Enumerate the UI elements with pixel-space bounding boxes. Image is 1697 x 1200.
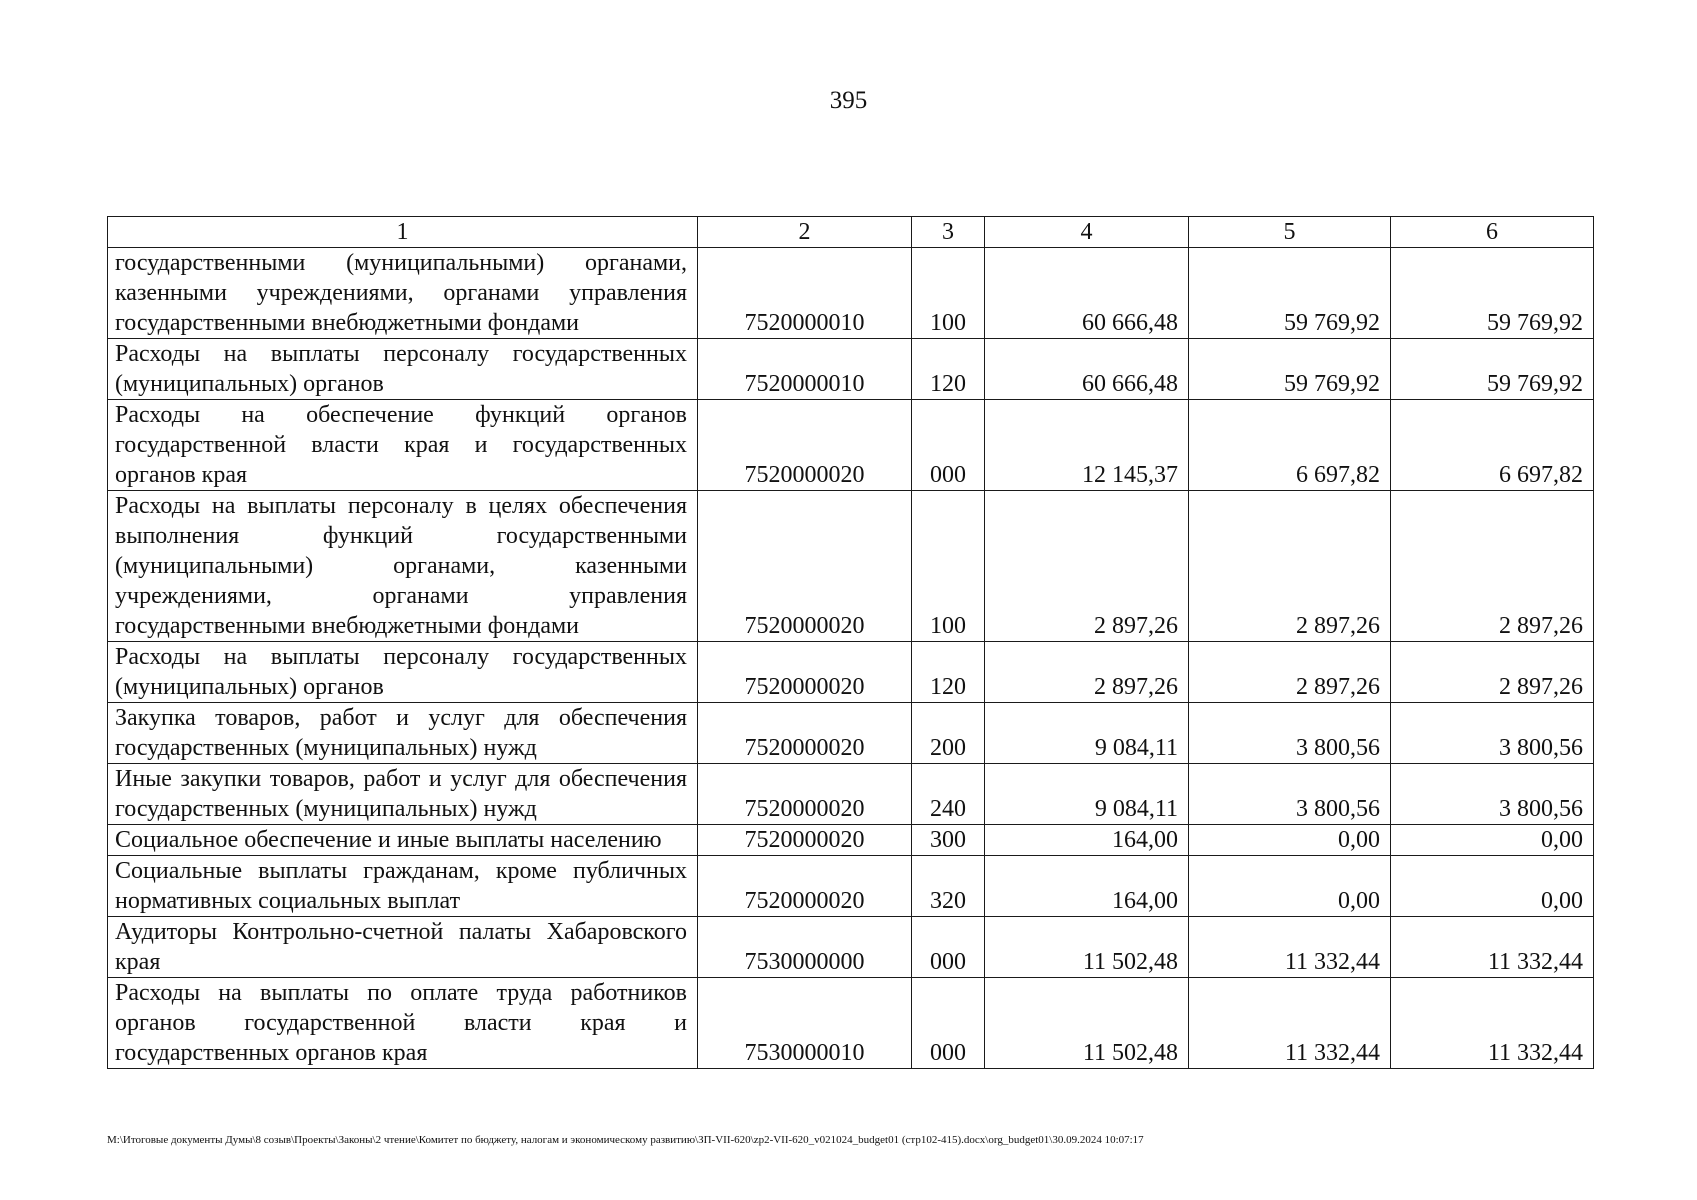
table-row [108,856,1594,917]
row-target-code: 7520000010 [698,339,912,400]
column-number-header: 1 [108,217,698,248]
row-amount-col5: 0,00 [1189,856,1391,917]
table-row [108,917,1594,978]
row-amount-col4: 9 084,11 [985,703,1189,764]
row-amount-col6: 2 897,26 [1391,642,1594,703]
column-number-header: 5 [1189,217,1391,248]
row-description: Аудиторы Контрольно-счетной палаты Хабаровского края [108,917,698,978]
row-expense-type: 120 [912,642,985,703]
row-amount-col6: 11 332,44 [1391,978,1594,1069]
row-amount-col4: 164,00 [985,825,1189,856]
row-expense-type: 300 [912,825,985,856]
row-amount-col4: 11 502,48 [985,978,1189,1069]
row-description: Расходы на выплаты персоналу государственных (муниципальных) органов [108,642,698,703]
column-number-header: 6 [1391,217,1594,248]
row-description: Расходы на выплаты персоналу государственных (муниципальных) органов [108,339,698,400]
row-target-code: 7520000020 [698,825,912,856]
row-target-code: 7530000000 [698,917,912,978]
table-row [108,642,1594,703]
table-row [108,400,1594,491]
row-description: Социальные выплаты гражданам, кроме публичных нормативных социальных выплат [108,856,698,917]
row-amount-col6: 0,00 [1391,856,1594,917]
row-amount-col4: 2 897,26 [985,642,1189,703]
row-description: государственными (муниципальными) органами, казенными учреждениями, органами управления государственными внебюджетными фондами [108,248,698,339]
row-expense-type: 000 [912,978,985,1069]
document-file-path: М:\Итоговые документы Думы\8 созыв\Проекты\Законы\2 чтение\Комитет по бюджету, налогам и экономическому развитию\ЗП-VII-620\zp2-VII-620_v021024_budget01 (стр102-415).docx\org_budget01\30.09.2024 10:07:17 [107,1134,1144,1146]
row-expense-type: 000 [912,917,985,978]
column-number-header: 4 [985,217,1189,248]
row-amount-col5: 0,00 [1189,825,1391,856]
row-description: Расходы на выплаты персоналу в целях обеспечения выполнения функций государственными (муниципальными) органами, казенными учреждениями, органами управления государственными внебюджетными фондами [108,491,698,642]
column-number-header: 3 [912,217,985,248]
row-amount-col6: 59 769,92 [1391,339,1594,400]
column-number-row [108,217,1594,248]
row-amount-col6: 2 897,26 [1391,491,1594,642]
row-expense-type: 200 [912,703,985,764]
table-row [108,825,1594,856]
row-amount-col5: 59 769,92 [1189,248,1391,339]
row-amount-col4: 12 145,37 [985,400,1189,491]
row-expense-type: 240 [912,764,985,825]
row-amount-col5: 11 332,44 [1189,917,1391,978]
column-number-header: 2 [698,217,912,248]
row-amount-col6: 3 800,56 [1391,703,1594,764]
table-row [108,339,1594,400]
table-row [108,248,1594,339]
row-expense-type: 000 [912,400,985,491]
row-amount-col5: 59 769,92 [1189,339,1391,400]
row-amount-col6: 0,00 [1391,825,1594,856]
row-amount-col6: 3 800,56 [1391,764,1594,825]
row-target-code: 7520000020 [698,764,912,825]
row-description: Иные закупки товаров, работ и услуг для обеспечения государственных (муниципальных) нужд [108,764,698,825]
row-target-code: 7530000010 [698,978,912,1069]
row-amount-col5: 3 800,56 [1189,703,1391,764]
row-description: Закупка товаров, работ и услуг для обеспечения государственных (муниципальных) нужд [108,703,698,764]
row-expense-type: 320 [912,856,985,917]
table-row [108,978,1594,1069]
row-target-code: 7520000020 [698,856,912,917]
table-row [108,764,1594,825]
table-row [108,491,1594,642]
row-target-code: 7520000020 [698,491,912,642]
row-amount-col6: 6 697,82 [1391,400,1594,491]
row-amount-col4: 2 897,26 [985,491,1189,642]
row-amount-col5: 3 800,56 [1189,764,1391,825]
row-target-code: 7520000010 [698,248,912,339]
row-amount-col5: 2 897,26 [1189,491,1391,642]
budget-table [107,216,1594,1069]
row-amount-col4: 9 084,11 [985,764,1189,825]
row-amount-col4: 164,00 [985,856,1189,917]
row-amount-col4: 60 666,48 [985,339,1189,400]
row-amount-col5: 2 897,26 [1189,642,1391,703]
row-amount-col6: 59 769,92 [1391,248,1594,339]
row-amount-col6: 11 332,44 [1391,917,1594,978]
row-expense-type: 120 [912,339,985,400]
row-description: Расходы на выплаты по оплате труда работников органов государственной власти края и государственных органов края [108,978,698,1069]
row-amount-col5: 6 697,82 [1189,400,1391,491]
row-description: Расходы на обеспечение функций органов государственной власти края и государственных органов края [108,400,698,491]
row-amount-col5: 11 332,44 [1189,978,1391,1069]
row-expense-type: 100 [912,491,985,642]
row-target-code: 7520000020 [698,642,912,703]
row-amount-col4: 11 502,48 [985,917,1189,978]
row-amount-col4: 60 666,48 [985,248,1189,339]
page-number: 395 [829,87,868,114]
row-description: Социальное обеспечение и иные выплаты населению [108,825,698,856]
table-row [108,703,1594,764]
row-target-code: 7520000020 [698,703,912,764]
row-target-code: 7520000020 [698,400,912,491]
row-expense-type: 100 [912,248,985,339]
